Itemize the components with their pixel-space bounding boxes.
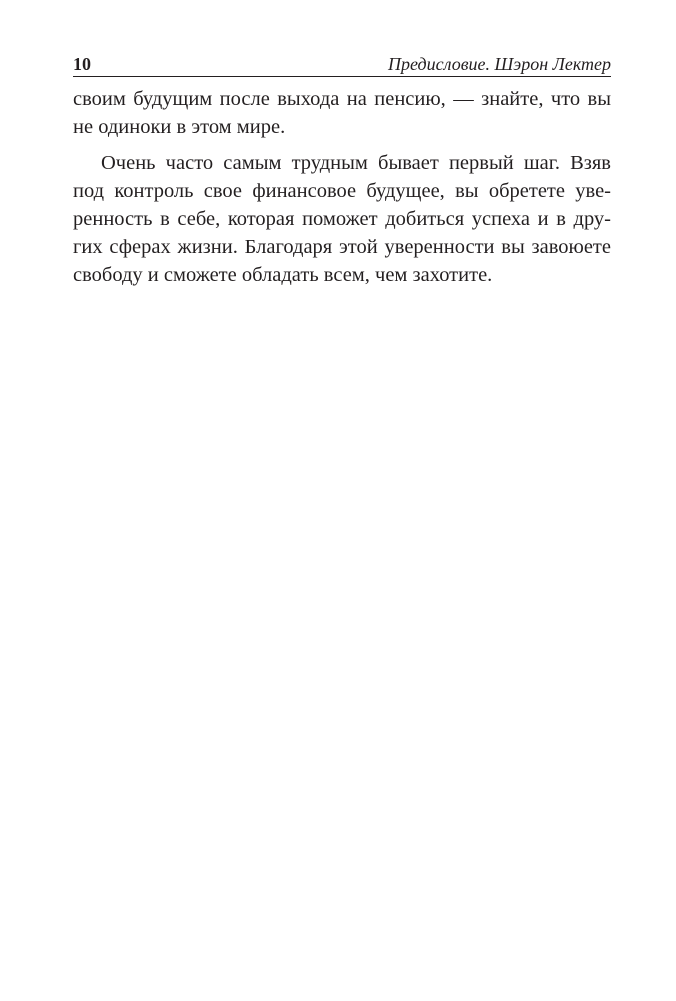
text-line: гих сферах жизни. Благодаря этой уверенности вы завоюете — [73, 236, 611, 258]
paragraph — [73, 149, 611, 289]
text-line: под контроль свое финансовое будущее, вы обретете уве- — [73, 180, 611, 202]
paragraph — [73, 85, 611, 141]
running-header — [73, 52, 611, 77]
text-line: Очень часто самым трудным бывает первый шаг. Взяв — [101, 152, 611, 174]
body-text — [73, 85, 611, 289]
text-line: не одиноки в этом мире. — [73, 116, 286, 138]
page-number: 10 — [73, 54, 91, 74]
text-line: свободу и сможете обладать всем, чем захотите. — [73, 264, 493, 286]
text-line: ренность в себе, которая поможет добиться успеха и в дру- — [73, 208, 611, 230]
running-title: Предисловие. Шэрон Лектер — [388, 54, 611, 74]
text-line: своим будущим после выхода на пенсию, — знайте, что вы — [73, 88, 611, 110]
